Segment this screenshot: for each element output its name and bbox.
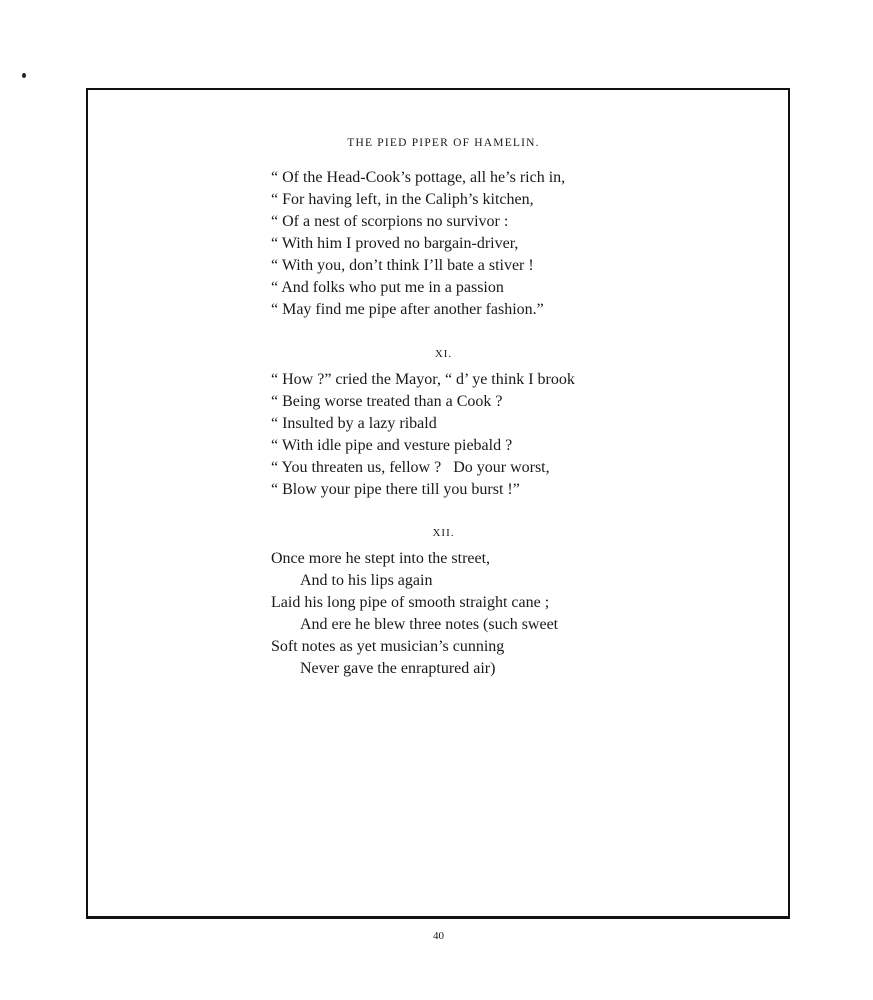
- verse-line: Laid his long pipe of smooth straight cane ;: [271, 594, 550, 611]
- stanza-xii: [271, 548, 558, 680]
- verse-line: “ Insulted by a lazy ribald: [271, 415, 437, 432]
- verse-line: “ With him I proved no bargain-driver,: [271, 235, 519, 252]
- stanza-x: [271, 167, 565, 321]
- verse-line-indented: And ere he blew three notes (such sweet: [300, 616, 559, 633]
- verse-line: “ And folks who put me in a passion: [271, 279, 504, 296]
- page-number: 40: [433, 930, 444, 942]
- stanza-xi: [271, 369, 575, 501]
- verse-line: “ For having left, in the Caliph’s kitchen,: [271, 191, 534, 208]
- verse-line: “ You threaten us, fellow ? Do your worst,: [271, 459, 550, 476]
- verse-line: “ How ?” cried the Mayor, “ d’ ye think I brook: [271, 371, 575, 388]
- verse-line: “ Blow your pipe there till you burst !”: [271, 481, 520, 498]
- verse-line: “ Of a nest of scorpions no survivor :: [271, 213, 509, 230]
- verse-line: “ Of the Head-Cook’s pottage, all he’s rich in,: [271, 169, 566, 186]
- ink-speck: [22, 73, 26, 78]
- stanza-numeral-xii: XII.: [432, 527, 455, 539]
- verse-line: “ Being worse treated than a Cook ?: [271, 393, 503, 410]
- verse-line: “ May find me pipe after another fashion.”: [271, 301, 544, 318]
- verse-line: Soft notes as yet musician’s cunning: [271, 638, 505, 655]
- running-head: THE PIED PIPER OF HAMELIN.: [347, 137, 540, 149]
- verse-line: “ With idle pipe and vesture piebald ?: [271, 437, 513, 454]
- verse-line: Once more he stept into the street,: [271, 550, 491, 567]
- verse-line-indented: Never gave the enraptured air): [300, 660, 496, 677]
- verse-line: “ With you, don’t think I’ll bate a stiver !: [271, 257, 534, 274]
- stanza-numeral-xi: XI.: [434, 348, 453, 360]
- verse-line-indented: And to his lips again: [300, 572, 433, 589]
